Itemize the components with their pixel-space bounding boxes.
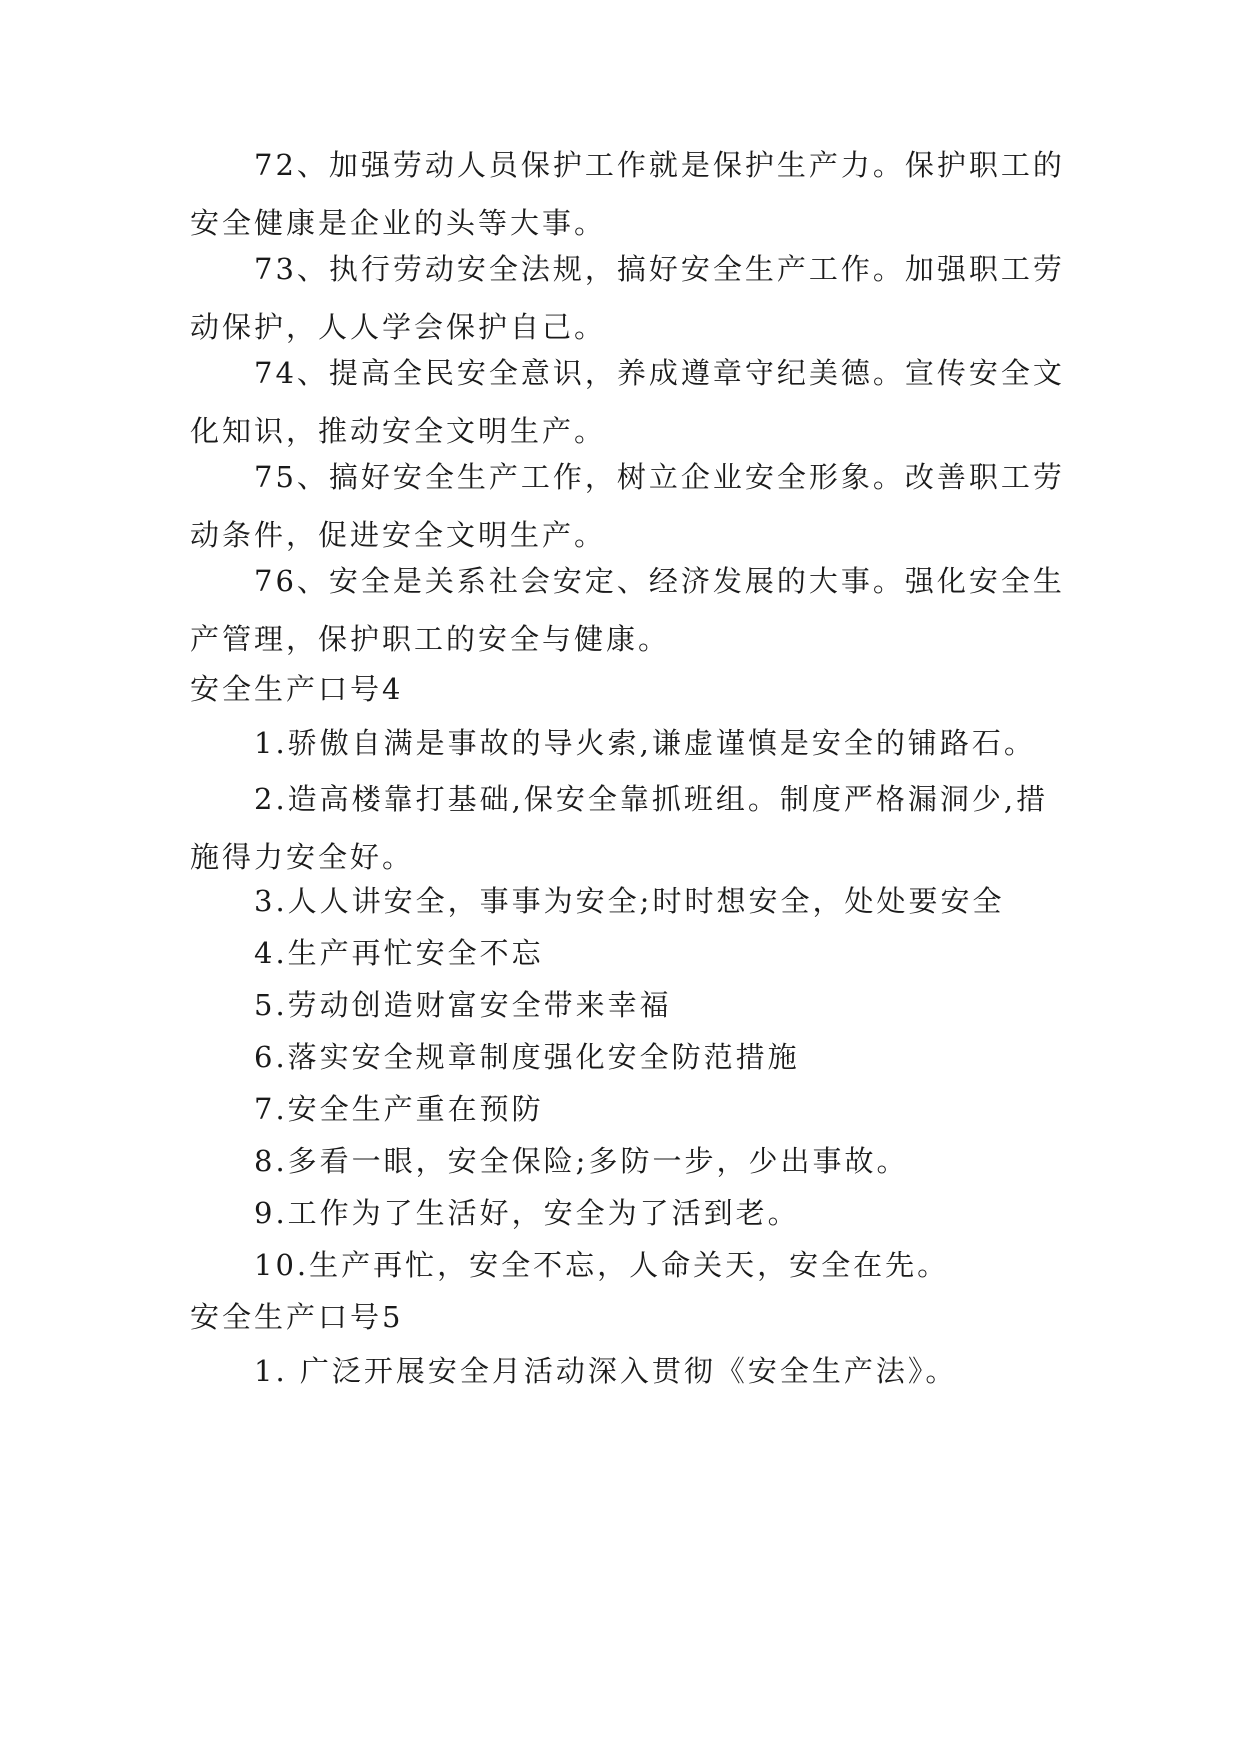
slogan-item: 9.工作为了生活好，安全为了活到老。 — [254, 1196, 800, 1230]
slogan-item: 4.生产再忙安全不忘 — [254, 936, 544, 970]
paragraph-73: 73、执行劳动安全法规，搞好安全生产工作。加强职工劳动保护，人人学会保护自己。 — [190, 252, 1065, 344]
slogan-item: 5.劳动创造财富安全带来幸福 — [254, 988, 672, 1022]
slogan-item: 7.安全生产重在预防 — [254, 1092, 544, 1126]
slogan-item: 3.人人讲安全，事事为安全;时时想安全，处处要安全 — [254, 884, 1005, 918]
slogan-item: 2.造高楼靠打基础,保安全靠抓班组。制度严格漏洞少,措施得力安全好。 — [190, 782, 1049, 874]
paragraph-75: 75、搞好安全生产工作，树立企业安全形象。改善职工劳动条件，促进安全文明生产。 — [190, 460, 1065, 552]
slogan-item: 8.多看一眼，安全保险;多防一步，少出事故。 — [254, 1144, 909, 1178]
paragraph-72: 72、加强劳动人员保护工作就是保护生产力。保护职工的安全健康是企业的头等大事。 — [190, 148, 1065, 240]
paragraph-74: 74、提高全民安全意识，养成遵章守纪美德。宣传安全文化知识，推动安全文明生产。 — [190, 356, 1065, 448]
slogan-item: 1. 广泛开展安全月活动深入贯彻《安全生产法》。 — [254, 1354, 958, 1388]
section-heading-5: 安全生产口号5 — [190, 1300, 404, 1334]
section-heading-4: 安全生产口号4 — [190, 672, 404, 706]
slogan-item: 10.生产再忙，安全不忘，人命关天，安全在先。 — [254, 1248, 950, 1282]
paragraph-76: 76、安全是关系社会安定、经济发展的大事。强化安全生产管理，保护职工的安全与健康。 — [190, 564, 1065, 656]
slogan-item: 6.落实安全规章制度强化安全防范措施 — [254, 1040, 800, 1074]
slogan-item: 1.骄傲自满是事故的导火索,谦虚谨慎是安全的铺路石。 — [254, 726, 1036, 760]
